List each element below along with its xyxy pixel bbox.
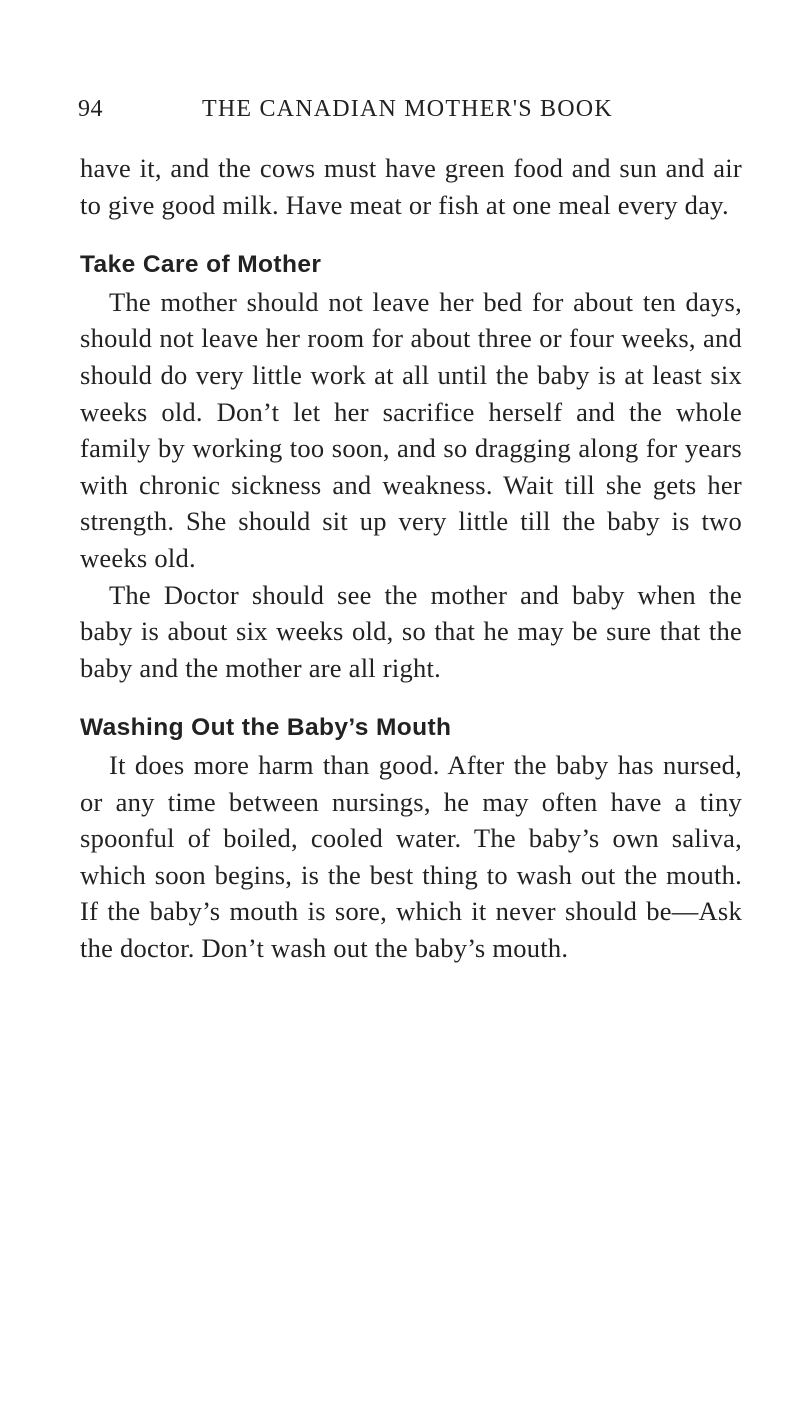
section1-paragraph-1: The mother should not leave her bed for about ten days, should not leave her room for about three or four weeks, and should do very little work at all until the baby is at least six weeks old. Don’t let her sacrifice herself and the whole family by working too soon, and so dragging along for years with chronic sickness and weakness. Wait till she gets her strength. She should sit up very little till the baby is two weeks old. — [80, 286, 742, 573]
section-heading-take-care-of-mother: Take Care of Mother — [80, 251, 322, 279]
section2-paragraph-1: It does more harm than good. After the baby has nursed, or any time between nursings, he may often have a tiny spoonful of boiled, cooled water. The baby’s own saliva, which soon begins, is the best thing to wash out the mouth. If the baby’s mouth is sore, which it never should be—Ask the doctor. Don’t wash out the baby’s mouth. — [80, 749, 742, 963]
section-heading-washing-out-mouth: Washing Out the Baby’s Mouth — [80, 714, 452, 742]
page-body — [80, 150, 742, 966]
running-head — [78, 96, 738, 136]
section1-paragraph-2: The Doctor should see the mother and baby when the baby is about six weeks old, so that he may be sure that the baby and the mother are all right. — [80, 579, 742, 683]
page-number: 94 — [78, 96, 103, 122]
book-title: THE CANADIAN MOTHER'S BOOK — [202, 96, 613, 122]
intro-paragraph: have it, and the cows must have green food and sun and air to give good milk. Have meat or fish at one meal every day. — [80, 153, 742, 220]
